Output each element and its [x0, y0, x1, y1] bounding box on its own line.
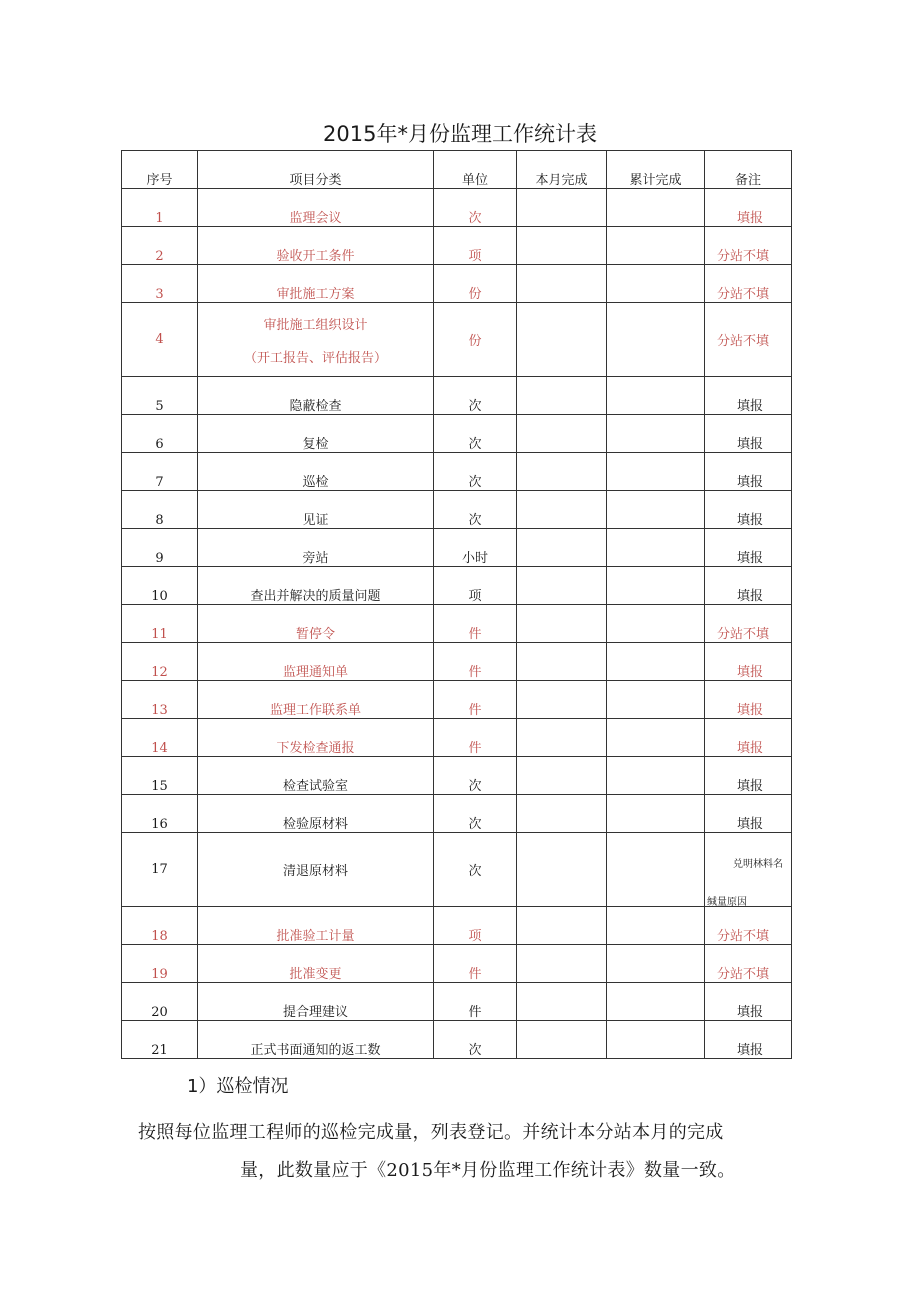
page-title: 2015年*月份监理工作统计表 — [323, 122, 597, 146]
row-item: 见证 — [198, 491, 434, 529]
table-row — [122, 189, 792, 227]
table-row — [122, 1021, 792, 1059]
row-month-completed — [517, 529, 607, 567]
row-unit: 次 — [434, 1021, 517, 1059]
table-row — [122, 833, 792, 907]
row-cumulative-completed — [607, 757, 705, 795]
header-cumulative: 累计完成 — [607, 151, 705, 189]
row-month-completed — [517, 567, 607, 605]
row-number: 11 — [122, 605, 198, 643]
row-month-completed — [517, 227, 607, 265]
table-row — [122, 907, 792, 945]
row-unit: 次 — [434, 453, 517, 491]
row-number: 5 — [122, 377, 198, 415]
row-number: 2 — [122, 227, 198, 265]
table-row — [122, 453, 792, 491]
table-row — [122, 945, 792, 983]
table-row — [122, 719, 792, 757]
paragraph-line-2: 量，此数量应于《2015年*月份监理工作统计表》数量一致。 — [240, 1160, 736, 1181]
row-unit: 件 — [434, 719, 517, 757]
row-cumulative-completed — [607, 681, 705, 719]
paragraph-line-1: 按照每位监理工程师的巡检完成量，列表登记。并统计本分站本月的完成 — [138, 1122, 724, 1143]
table-row — [122, 529, 792, 567]
row-month-completed — [517, 453, 607, 491]
row-item: 批准验工计量 — [198, 907, 434, 945]
row-cumulative-completed — [607, 833, 705, 907]
table-row — [122, 227, 792, 265]
row-unit: 项 — [434, 567, 517, 605]
row-month-completed — [517, 757, 607, 795]
table-row — [122, 795, 792, 833]
header-month: 本月完成 — [517, 151, 607, 189]
row-month-completed — [517, 945, 607, 983]
header-unit: 单位 — [434, 151, 517, 189]
row-unit: 项 — [434, 227, 517, 265]
row-note: 填报 — [705, 567, 792, 605]
row-note: 分站不填 — [705, 303, 792, 377]
table-row — [122, 415, 792, 453]
header-no: 序号 — [122, 151, 198, 189]
row-unit: 次 — [434, 757, 517, 795]
row-number: 10 — [122, 567, 198, 605]
row-cumulative-completed — [607, 453, 705, 491]
row-cumulative-completed — [607, 719, 705, 757]
row-note: 填报 — [705, 983, 792, 1021]
row-number: 4 — [122, 303, 198, 377]
row-month-completed — [517, 377, 607, 415]
row-month-completed — [517, 907, 607, 945]
row-month-completed — [517, 491, 607, 529]
row-cumulative-completed — [607, 265, 705, 303]
table-row — [122, 757, 792, 795]
statistics-table — [121, 150, 792, 1059]
table-row — [122, 491, 792, 529]
row-item: 清退原材料 — [198, 833, 434, 907]
row-item: 监理通知单 — [198, 643, 434, 681]
row-month-completed — [517, 189, 607, 227]
row-note: 填报 — [705, 1021, 792, 1059]
row-note-line-1: 兑明林料名 — [733, 859, 783, 870]
row-item: 检查试验室 — [198, 757, 434, 795]
header-note: 备注 — [705, 151, 792, 189]
row-unit: 件 — [434, 945, 517, 983]
row-number: 12 — [122, 643, 198, 681]
table-header-row — [122, 151, 792, 189]
row-cumulative-completed — [607, 605, 705, 643]
row-cumulative-completed — [607, 567, 705, 605]
table-row — [122, 265, 792, 303]
row-month-completed — [517, 719, 607, 757]
row-note: 分站不填 — [705, 945, 792, 983]
row-cumulative-completed — [607, 983, 705, 1021]
row-cumulative-completed — [607, 795, 705, 833]
row-number: 17 — [122, 833, 198, 907]
row-number: 1 — [122, 189, 198, 227]
row-unit: 次 — [434, 415, 517, 453]
row-item: 审批施工方案 — [198, 265, 434, 303]
row-unit: 次 — [434, 833, 517, 907]
row-cumulative-completed — [607, 907, 705, 945]
row-item: 复检 — [198, 415, 434, 453]
row-note: 分站不填 — [705, 605, 792, 643]
row-item: 检验原材料 — [198, 795, 434, 833]
row-month-completed — [517, 303, 607, 377]
row-unit: 次 — [434, 491, 517, 529]
row-item: 提合理建议 — [198, 983, 434, 1021]
row-item: 巡检 — [198, 453, 434, 491]
row-number: 14 — [122, 719, 198, 757]
row-cumulative-completed — [607, 377, 705, 415]
row-month-completed — [517, 983, 607, 1021]
row-item: 隐蔽检查 — [198, 377, 434, 415]
row-number: 15 — [122, 757, 198, 795]
row-number: 3 — [122, 265, 198, 303]
row-note: 填报 — [705, 415, 792, 453]
row-unit: 项 — [434, 907, 517, 945]
table-row — [122, 643, 792, 681]
row-month-completed — [517, 681, 607, 719]
row-item: 监理工作联系单 — [198, 681, 434, 719]
table-row — [122, 983, 792, 1021]
row-item: 验收开工条件 — [198, 227, 434, 265]
table-row — [122, 567, 792, 605]
row-number: 9 — [122, 529, 198, 567]
table-row — [122, 303, 792, 377]
row-month-completed — [517, 415, 607, 453]
row-cumulative-completed — [607, 303, 705, 377]
row-cumulative-completed — [607, 189, 705, 227]
row-note: 填报 — [705, 795, 792, 833]
row-cumulative-completed — [607, 643, 705, 681]
row-note-line-2: 缄量原因 — [707, 897, 747, 908]
row-month-completed — [517, 1021, 607, 1059]
row-note: 填报 — [705, 529, 792, 567]
header-item: 项目分类 — [198, 151, 434, 189]
row-number: 20 — [122, 983, 198, 1021]
row-note — [705, 833, 792, 907]
row-unit: 件 — [434, 643, 517, 681]
row-note: 填报 — [705, 189, 792, 227]
row-item — [198, 303, 434, 377]
row-number: 13 — [122, 681, 198, 719]
row-unit: 小时 — [434, 529, 517, 567]
row-cumulative-completed — [607, 227, 705, 265]
row-month-completed — [517, 795, 607, 833]
row-number: 18 — [122, 907, 198, 945]
row-month-completed — [517, 833, 607, 907]
table-row — [122, 605, 792, 643]
row-note: 分站不填 — [705, 227, 792, 265]
row-number: 6 — [122, 415, 198, 453]
row-item: 批准变更 — [198, 945, 434, 983]
row-number: 8 — [122, 491, 198, 529]
row-unit: 件 — [434, 983, 517, 1021]
row-unit: 件 — [434, 681, 517, 719]
row-item: 监理会议 — [198, 189, 434, 227]
row-item: 暂停令 — [198, 605, 434, 643]
row-note: 填报 — [705, 491, 792, 529]
section-heading: 1）巡检情况 — [187, 1076, 289, 1097]
row-unit: 次 — [434, 377, 517, 415]
table-row — [122, 681, 792, 719]
row-note: 分站不填 — [705, 907, 792, 945]
row-unit: 次 — [434, 795, 517, 833]
row-number: 19 — [122, 945, 198, 983]
row-cumulative-completed — [607, 945, 705, 983]
row-month-completed — [517, 605, 607, 643]
row-item: 正式书面通知的返工数 — [198, 1021, 434, 1059]
row-cumulative-completed — [607, 1021, 705, 1059]
row-number: 7 — [122, 453, 198, 491]
row-unit: 份 — [434, 303, 517, 377]
row-note: 填报 — [705, 377, 792, 415]
row-item: 查出并解决的质量问题 — [198, 567, 434, 605]
row-note: 填报 — [705, 453, 792, 491]
row-month-completed — [517, 265, 607, 303]
row-cumulative-completed — [607, 491, 705, 529]
row-note: 分站不填 — [705, 265, 792, 303]
row-note: 填报 — [705, 681, 792, 719]
row-number: 21 — [122, 1021, 198, 1059]
row-unit: 件 — [434, 605, 517, 643]
row-unit: 次 — [434, 189, 517, 227]
row-item: 下发检查通报 — [198, 719, 434, 757]
row-number: 16 — [122, 795, 198, 833]
row-item-line-2: （开工报告、评估报告） — [243, 350, 387, 366]
row-unit: 份 — [434, 265, 517, 303]
row-month-completed — [517, 643, 607, 681]
row-item: 旁站 — [198, 529, 434, 567]
row-item-line-1: 审批施工组织设计 — [263, 317, 368, 333]
row-cumulative-completed — [607, 529, 705, 567]
row-note: 填报 — [705, 643, 792, 681]
row-note: 填报 — [705, 719, 792, 757]
table-row — [122, 377, 792, 415]
row-cumulative-completed — [607, 415, 705, 453]
row-note: 填报 — [705, 757, 792, 795]
